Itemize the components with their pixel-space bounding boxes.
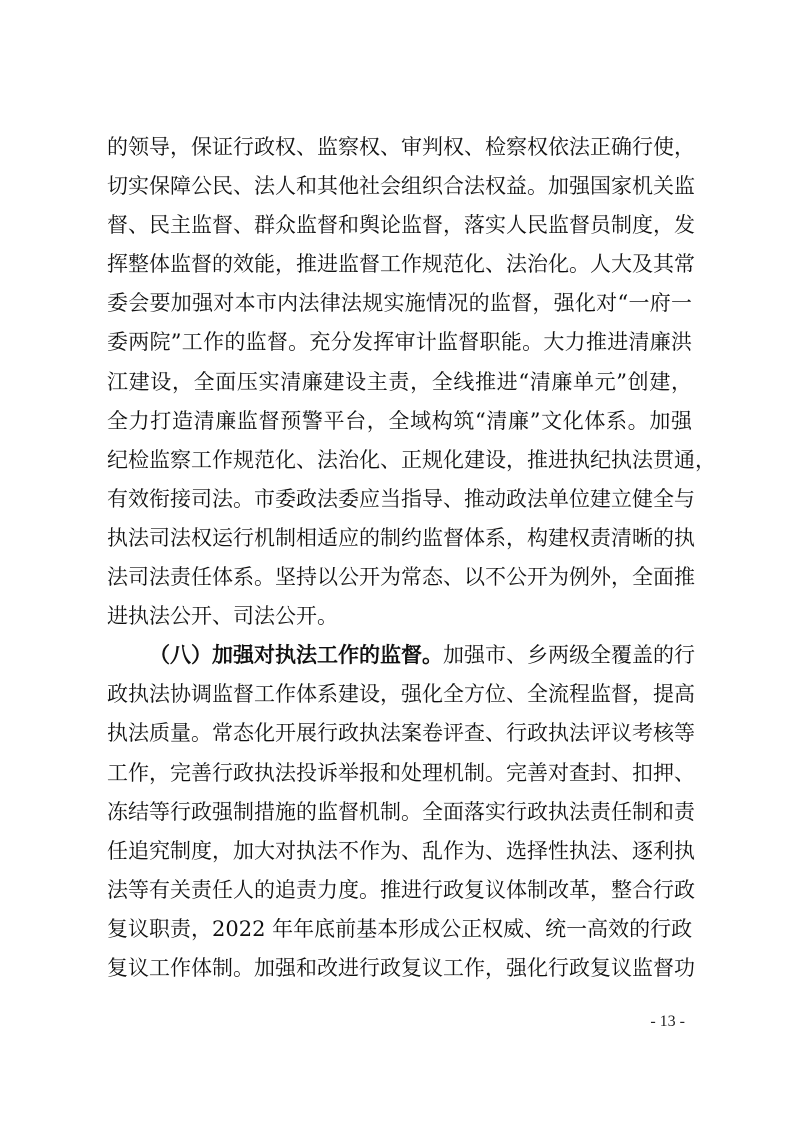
paragraph-line: 复议工作体制。加强和改进行政复议工作，强化行政复议监督功 xyxy=(107,955,695,980)
paragraph-line: 委会要加强对本市内法律法规实施情况的监督，强化对“一府一 xyxy=(107,291,692,316)
paragraph-line: 工作，完善行政执法投诉举报和处理机制。完善对查封、扣押、 xyxy=(107,760,695,785)
paragraph-line: 江建设，全面压实清廉建设主责，全线推进“清廉单元”创建， xyxy=(107,369,692,394)
paragraph-line: 冻结等行政强制措施的监督机制。全面落实行政执法责任制和责 xyxy=(107,799,695,824)
paragraph-line: 复议职责，2022 年年底前基本形成公正权威、统一高效的行政 xyxy=(107,916,693,941)
paragraph-line: 任追究制度，加大对执法不作为、乱作为、选择性执法、逐利执 xyxy=(107,838,695,863)
paragraph-line: 有效衔接司法。市委政法委应当指导、推动政法单位建立健全与 xyxy=(107,486,695,511)
body-text xyxy=(107,128,716,988)
section-heading: （八）加强对执法工作的监督。 xyxy=(149,643,443,668)
section-heading-rest: 加强市、乡两级全覆盖的行 xyxy=(443,643,695,668)
section-first-line xyxy=(107,636,695,675)
paragraph-line: 执法司法权运行机制相适应的制约监督体系，构建权责清晰的执 xyxy=(107,525,695,550)
paragraph-line: 全力打造清廉监督预警平台，全域构筑“清廉”文化体系。加强 xyxy=(107,408,692,433)
paragraph-line: 督、民主监督、群众监督和舆论监督，落实人民监督员制度，发 xyxy=(107,213,695,238)
paragraph-line: 挥整体监督的效能，推进监督工作规范化、法治化。人大及其常 xyxy=(107,252,695,277)
paragraph-line: 切实保障公民、法人和其他社会组织合法权益。加强国家机关监 xyxy=(107,174,695,199)
paragraph-line: 委两院”工作的监督。充分发挥审计监督职能。大力推进清廉洪 xyxy=(107,330,692,355)
paragraph-line: 政执法协调监督工作体系建设，强化全方位、全流程监督，提高 xyxy=(107,682,695,707)
paragraph-line: 纪检监察工作规范化、法治化、正规化建设，推进执纪执法贯通， xyxy=(107,447,716,472)
paragraph-line: 进执法公开、司法公开。 xyxy=(107,604,338,629)
paragraph-line: 的领导，保证行政权、监察权、审判权、检察权依法正确行使， xyxy=(107,135,695,159)
page-number: - 13 - xyxy=(650,1013,685,1030)
paragraph-line: 法等有关责任人的追责力度。推进行政复议体制改革，整合行政 xyxy=(107,877,695,902)
paragraph-line: 法司法责任体系。坚持以公开为常态、以不公开为例外，全面推 xyxy=(107,565,695,590)
paragraph-line: 执法质量。常态化开展行政执法案卷评查、行政执法评议考核等 xyxy=(107,721,695,746)
